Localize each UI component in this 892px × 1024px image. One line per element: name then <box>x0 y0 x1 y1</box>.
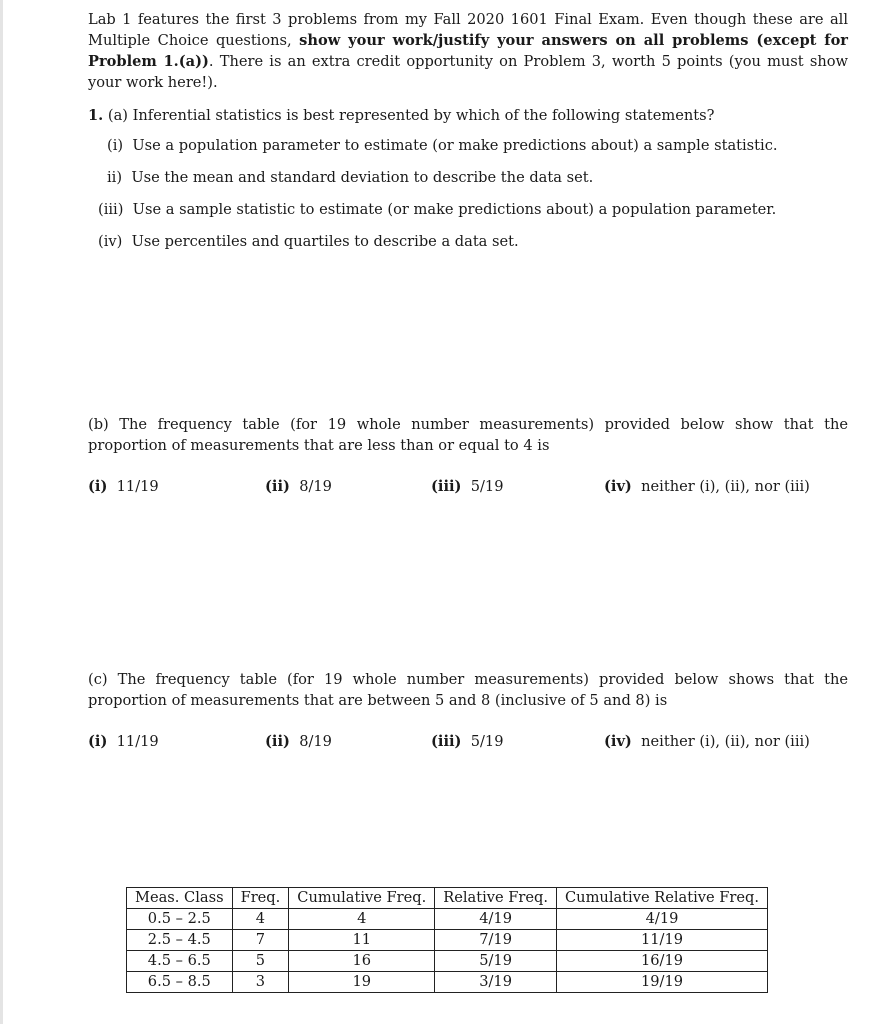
option-label: (i) <box>88 733 108 750</box>
table-cell: 6.5 – 8.5 <box>127 972 233 993</box>
q1c-option-iv <box>604 733 810 750</box>
table-cell: 3/19 <box>435 972 557 993</box>
q1c-option-i <box>88 733 159 750</box>
q1a-option-i <box>107 137 778 154</box>
question-number: 1. <box>88 107 104 124</box>
table-cell: 16/19 <box>557 951 768 972</box>
table-cell: 4/19 <box>435 909 557 930</box>
option-label: (ii) <box>265 733 290 750</box>
option-text: Use a sample statistic to estimate (or make predictions about) a population parameter. <box>132 201 777 218</box>
table-cell: 5 <box>232 951 289 972</box>
question-1a-text: Inferential statistics is best represented by which of the following statements? <box>132 107 715 124</box>
page-left-border <box>0 0 3 1024</box>
q1c-option-ii <box>265 733 332 750</box>
table-header: Relative Freq. <box>435 888 557 909</box>
question-1a <box>88 105 848 126</box>
option-label: (iii) <box>431 733 462 750</box>
option-label: (iv) <box>604 733 632 750</box>
intro-text-1: Lab 1 features the first 3 problems from my Fall 2020 1601 Final Exam. Even though these are all Multiple Choice questions, <box>88 11 848 49</box>
table-cell: 7/19 <box>435 930 557 951</box>
q1b-option-iv <box>604 478 810 495</box>
q1b-option-i <box>88 478 159 495</box>
option-text: Use the mean and standard deviation to describe the data set. <box>131 169 594 186</box>
table-cell: 19 <box>289 972 435 993</box>
q1b-option-ii <box>265 478 332 495</box>
table-header-row <box>127 888 768 909</box>
table-header: Cumulative Freq. <box>289 888 435 909</box>
table-row <box>127 909 768 930</box>
table-row <box>127 951 768 972</box>
intro-text-2: . There is an extra credit opportunity on Problem 3, worth 5 points (you must show your work here!). <box>88 53 849 91</box>
q1b-option-iii <box>431 478 504 495</box>
table-row <box>127 972 768 993</box>
table-cell: 3 <box>232 972 289 993</box>
intro-bold-instruction: show your work/justify your answers on all problems (except for Problem 1.(a)) <box>88 32 848 70</box>
table-row <box>127 930 768 951</box>
table-cell: 2.5 – 4.5 <box>127 930 233 951</box>
table-header: Freq. <box>232 888 289 909</box>
q1a-option-ii <box>107 169 593 186</box>
option-text: Use a population parameter to estimate (or make predictions about) a sample statistic. <box>132 137 778 154</box>
option-label: (iii) <box>98 201 124 218</box>
option-text: 11/19 <box>116 733 159 750</box>
table-cell: 11/19 <box>557 930 768 951</box>
option-text: Use percentiles and quartiles to describe a data set. <box>131 233 519 250</box>
option-label: (iii) <box>431 478 462 495</box>
option-text: 8/19 <box>299 478 332 495</box>
table-header: Cumulative Relative Freq. <box>557 888 768 909</box>
table-cell: 7 <box>232 930 289 951</box>
table-cell: 19/19 <box>557 972 768 993</box>
option-label: (iv) <box>98 233 123 250</box>
question-1a-label: (a) <box>107 107 128 124</box>
option-label: (ii) <box>265 478 290 495</box>
question-1b: (b) The frequency table (for 19 whole number measurements) provided below show that the proportion of measurements that are less than or equal to 4 is <box>88 416 848 454</box>
table-cell: 11 <box>289 930 435 951</box>
option-label: (i) <box>88 478 108 495</box>
frequency-table <box>126 887 768 993</box>
option-label: (i) <box>107 137 124 154</box>
option-text: neither (i), (ii), nor (iii) <box>641 733 810 750</box>
option-text: neither (i), (ii), nor (iii) <box>641 478 810 495</box>
option-text: 5/19 <box>470 478 504 495</box>
q1c-option-iii <box>431 733 504 750</box>
question-1c: (c) The frequency table (for 19 whole number measurements) provided below shows that the proportion of measurements that are between 5 and 8 (inclusive of 5 and 8) is <box>88 671 848 709</box>
option-text: 5/19 <box>470 733 504 750</box>
intro-paragraph <box>88 9 848 93</box>
option-label: ii) <box>107 169 123 186</box>
table-cell: 0.5 – 2.5 <box>127 909 233 930</box>
table-cell: 4 <box>232 909 289 930</box>
option-text: 8/19 <box>299 733 332 750</box>
table-cell: 16 <box>289 951 435 972</box>
table-cell: 4/19 <box>557 909 768 930</box>
table-header: Meas. Class <box>127 888 233 909</box>
option-text: 11/19 <box>116 478 159 495</box>
option-label: (iv) <box>604 478 632 495</box>
table-cell: 5/19 <box>435 951 557 972</box>
table-cell: 4 <box>289 909 435 930</box>
q1a-option-iii <box>98 201 776 218</box>
q1a-option-iv <box>98 233 519 250</box>
table-cell: 4.5 – 6.5 <box>127 951 233 972</box>
